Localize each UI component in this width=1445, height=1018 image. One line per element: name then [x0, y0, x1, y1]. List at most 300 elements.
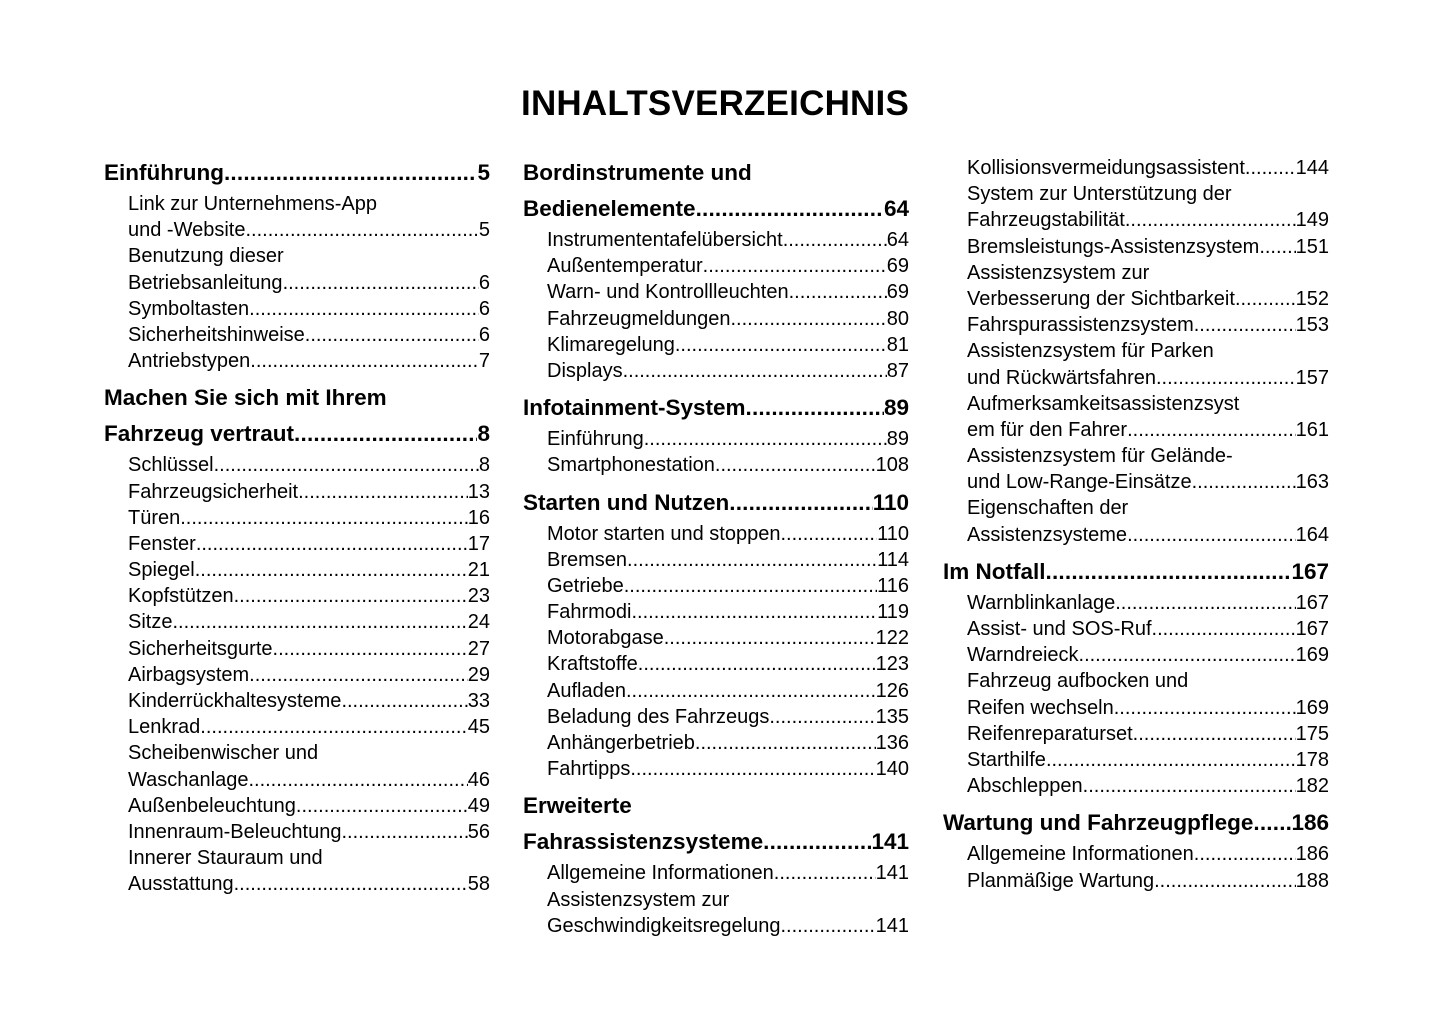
section-heading-title: Infotainment-System: [523, 395, 746, 421]
toc-entry: [104, 609, 490, 635]
toc-entry: [523, 227, 909, 253]
section-heading-wrapline: [523, 788, 909, 824]
dot-leader: [664, 625, 876, 651]
entry-title: Fenster: [128, 532, 196, 555]
toc-entry: [523, 306, 909, 332]
entry-title: Außentemperatur: [547, 255, 703, 278]
entry-page-number: 169: [1295, 644, 1329, 667]
dot-leader: [249, 662, 468, 688]
entry-page-number: 46: [467, 768, 490, 791]
dot-leader: [172, 609, 467, 635]
entry-page-number: 81: [886, 333, 909, 356]
dot-leader: [695, 730, 876, 756]
entry-title: Betriebsanleitung: [128, 271, 283, 294]
toc-entry: [943, 391, 1329, 443]
entry-title: Außenbeleuchtung: [128, 794, 296, 817]
entry-title: und Low-Range-Einsätze: [967, 471, 1192, 494]
entry-page-number: 21: [467, 559, 490, 582]
entry-page-number: 116: [877, 574, 909, 597]
entry-title: Assistenzsystem für Parken: [967, 340, 1214, 363]
section-heading-page-number: 110: [872, 489, 909, 515]
entry-title: Scheibenwischer und: [128, 742, 319, 765]
section-heading-line: [104, 155, 490, 191]
entry-page-number: 186: [1295, 843, 1329, 866]
entry-title: Sicherheitsgurte: [128, 637, 273, 660]
dot-leader: [296, 793, 468, 819]
toc-entry: [104, 243, 490, 295]
toc-column-1: [104, 155, 490, 898]
dot-leader: [250, 348, 479, 374]
dot-leader: [1115, 590, 1295, 616]
entry-page-number: 157: [1295, 366, 1329, 389]
entry-page-number: 141: [875, 862, 909, 885]
section-heading-title: Einführung: [104, 160, 224, 185]
dot-leader: [1046, 554, 1292, 590]
entry-title: Assistenzsysteme: [967, 523, 1128, 546]
entry-title: Sitze: [128, 611, 173, 634]
entry-line: [104, 583, 490, 609]
dot-leader: [626, 678, 876, 704]
entry-line: [943, 695, 1329, 721]
entry-page-number: 149: [1295, 209, 1329, 232]
entry-line: [943, 155, 1329, 181]
entry-title: Fahrspurassistenzsystem: [967, 314, 1194, 337]
entry-page-number: 80: [886, 307, 909, 330]
dot-leader: [234, 583, 468, 609]
entry-line: [523, 253, 909, 279]
entry-page-number: 144: [1295, 157, 1329, 179]
entry-title: Waschanlage: [128, 768, 249, 791]
dot-leader: [729, 485, 872, 521]
entry-page-number: 140: [875, 758, 909, 781]
section-heading-title: Bordinstrumente und: [523, 160, 752, 185]
section-heading-wrapline: [104, 380, 490, 416]
entry-line: [943, 616, 1329, 642]
toc-entry: [943, 443, 1329, 495]
entry-page-number: 58: [467, 873, 490, 896]
section-heading-page-number: 186: [1291, 810, 1329, 836]
entry-line: [943, 207, 1329, 233]
entry-title: und Rückwärtsfahren: [967, 366, 1156, 389]
entry-page-number: 182: [1295, 775, 1329, 798]
dot-leader: [1235, 286, 1296, 312]
entry-title: Benutzung dieser: [128, 245, 284, 268]
entry-title: Warnblinkanlage: [967, 591, 1116, 614]
entry-title: Fahrzeugstabilität: [967, 209, 1125, 232]
entry-page-number: 23: [467, 585, 490, 608]
dot-leader: [638, 651, 876, 677]
toc-entry: [523, 678, 909, 704]
entry-page-number: 122: [875, 627, 909, 650]
entry-page-number: 136: [875, 732, 909, 754]
section-heading-line: [523, 191, 909, 227]
entry-page-number: 13: [467, 480, 490, 503]
entry-title: Assistenzsystem zur: [547, 888, 730, 911]
toc-entry: [943, 234, 1329, 260]
entry-title: Getriebe: [547, 574, 624, 597]
dot-leader: [196, 531, 468, 557]
entry-page-number: 167: [1295, 591, 1329, 614]
entry-title: Symboltasten: [128, 297, 250, 320]
entry-wrapline: [104, 845, 490, 871]
dot-leader: [623, 358, 887, 384]
entry-line: [943, 841, 1329, 867]
entry-line: [943, 234, 1329, 260]
dot-leader: [200, 714, 467, 740]
entry-page-number: 135: [875, 705, 909, 728]
dot-leader: [644, 426, 887, 452]
entry-line: [104, 479, 490, 505]
section-heading-line: [523, 390, 909, 426]
dot-leader: [1253, 805, 1291, 841]
dot-leader: [341, 688, 467, 714]
entry-line: [943, 522, 1329, 548]
entry-wrapline: [104, 191, 490, 217]
dot-leader: [624, 573, 877, 599]
section-heading-title: Wartung und Fahrzeugpflege: [943, 810, 1254, 836]
entry-line: [523, 756, 909, 782]
entry-wrapline: [943, 443, 1329, 469]
dot-leader: [1194, 841, 1296, 867]
dot-leader: [1125, 207, 1296, 233]
entry-page-number: 29: [467, 663, 490, 686]
section-heading-page-number: 64: [883, 196, 909, 221]
entry-title: Assistenzsystem zur: [967, 261, 1150, 284]
dot-leader: [696, 191, 884, 227]
dot-leader: [273, 636, 468, 662]
dot-leader: [1079, 642, 1296, 668]
page-title: INHALTSVERZEICHNIS: [521, 84, 909, 123]
entry-title: em für den Fahrer: [967, 418, 1128, 441]
entry-line: [104, 871, 490, 897]
entry-title: Sicherheitshinweise: [128, 323, 305, 346]
entry-page-number: 49: [467, 794, 490, 817]
toc-entry: [104, 636, 490, 662]
dot-leader: [1156, 365, 1296, 391]
toc-entry: [104, 845, 490, 897]
dot-leader: [1245, 155, 1296, 181]
toc-entry: [104, 819, 490, 845]
entry-page-number: 126: [875, 679, 909, 702]
entry-line: [943, 417, 1329, 443]
dot-leader: [283, 270, 479, 296]
toc-column-2: [523, 155, 909, 939]
toc-entry: [523, 860, 909, 886]
entry-line: [104, 793, 490, 819]
entry-line: [523, 913, 909, 939]
entry-title: Kraftstoffe: [547, 653, 638, 676]
entry-title: Planmäßige Wartung: [967, 869, 1155, 892]
dot-leader: [627, 547, 877, 573]
entry-title: Displays: [547, 359, 623, 382]
toc-section: [943, 155, 1329, 548]
toc-entry: [943, 590, 1329, 616]
toc-entry: [943, 616, 1329, 642]
dot-leader: [180, 505, 468, 531]
entry-line: [943, 469, 1329, 495]
entry-wrapline: [943, 338, 1329, 364]
entry-title: Verbesserung der Sichtbarkeit: [967, 287, 1235, 310]
toc-entry: [104, 583, 490, 609]
dot-leader: [1152, 616, 1296, 642]
entry-page-number: 16: [467, 506, 490, 529]
dot-leader: [248, 767, 467, 793]
dot-leader: [769, 704, 875, 730]
entry-page-number: 141: [875, 914, 909, 937]
entry-line: [104, 714, 490, 740]
entry-line: [523, 651, 909, 677]
entry-page-number: 87: [886, 359, 909, 382]
dot-leader: [774, 860, 876, 886]
toc-entry: [104, 296, 490, 322]
entry-line: [104, 636, 490, 662]
entry-wrapline: [523, 887, 909, 913]
toc-entry: [104, 688, 490, 714]
entry-page-number: 169: [1295, 696, 1329, 719]
entry-line: [104, 688, 490, 714]
entry-page-number: 8: [478, 454, 490, 477]
entry-line: [943, 773, 1329, 799]
toc-entry: [943, 642, 1329, 668]
toc-entry: [104, 662, 490, 688]
dot-leader: [305, 322, 479, 348]
entry-line: [523, 332, 909, 358]
toc-section: [523, 155, 909, 384]
entry-title: Anhängerbetrieb: [547, 732, 695, 754]
entry-line: [523, 227, 909, 253]
toc-entry: [523, 573, 909, 599]
toc-entry: [104, 452, 490, 478]
section-heading-page-number: 89: [883, 395, 909, 421]
entry-page-number: 7: [478, 350, 490, 373]
entry-wrapline: [943, 668, 1329, 694]
entry-page-number: 151: [1295, 235, 1329, 258]
entry-title: Einführung: [547, 428, 644, 451]
dot-leader: [780, 521, 877, 547]
entry-page-number: 178: [1295, 748, 1329, 771]
toc-entry: [523, 521, 909, 547]
entry-title: Aufladen: [547, 679, 626, 702]
toc-section: [943, 554, 1329, 800]
entry-title: Warndreieck: [967, 644, 1079, 667]
dot-leader: [341, 819, 467, 845]
entry-line: [104, 322, 490, 348]
dot-leader: [224, 155, 478, 191]
entry-page-number: 69: [886, 281, 909, 304]
entry-line: [523, 678, 909, 704]
entry-page-number: 27: [467, 637, 490, 660]
toc-section: [523, 788, 909, 939]
entry-title: Antriebstypen: [128, 350, 251, 373]
entry-title: Abschleppen: [967, 775, 1083, 798]
entry-line: [104, 767, 490, 793]
toc-entry: [943, 181, 1329, 233]
toc-entry: [104, 793, 490, 819]
dot-leader: [1133, 721, 1296, 747]
dot-leader: [1083, 773, 1296, 799]
dot-leader: [703, 253, 887, 279]
toc-entry: [523, 279, 909, 305]
entry-title: Fahrtipps: [547, 758, 631, 781]
dot-leader: [1194, 312, 1296, 338]
entry-title: Motor starten und stoppen: [547, 522, 781, 545]
entry-line: [104, 531, 490, 557]
entry-title: Beladung des Fahrzeugs: [547, 705, 770, 728]
entry-page-number: 119: [877, 601, 909, 624]
toc-entry: [104, 479, 490, 505]
entry-page-number: 114: [877, 548, 909, 571]
toc-entry: [523, 730, 909, 756]
entry-title: Instrumententafelübersicht: [547, 229, 783, 251]
dot-leader: [234, 871, 468, 897]
entry-title: Smartphonestation: [547, 454, 715, 477]
entry-page-number: 110: [877, 522, 909, 545]
entry-title: Kollisionsvermeidungsassistent: [967, 157, 1245, 179]
entry-wrapline: [104, 740, 490, 766]
toc-section: [104, 380, 490, 897]
entry-title: Bremsen: [547, 548, 628, 571]
toc-entry: [104, 191, 490, 243]
toc-entry: [943, 747, 1329, 773]
section-heading-title: Im Notfall: [943, 558, 1046, 584]
entry-line: [104, 270, 490, 296]
toc-entry: [104, 505, 490, 531]
dot-leader: [789, 279, 887, 305]
entry-title: Innenraum-Beleuchtung: [128, 820, 342, 843]
entry-title: Lenkrad: [128, 716, 201, 739]
entry-page-number: 6: [478, 323, 490, 346]
toc-entry: [943, 773, 1329, 799]
section-heading-wrapline: [523, 155, 909, 191]
dot-leader: [245, 217, 478, 243]
entry-title: Assist- und SOS-Ruf: [967, 618, 1152, 640]
dot-leader: [675, 332, 887, 358]
toc-entry: [943, 868, 1329, 894]
toc-entry: [943, 495, 1329, 547]
dot-leader: [1127, 522, 1296, 548]
toc-entry: [523, 704, 909, 730]
dot-leader: [1046, 747, 1296, 773]
entry-page-number: 161: [1295, 418, 1329, 441]
entry-title: Warn- und Kontrollleuchten: [547, 281, 789, 304]
entry-page-number: 56: [467, 820, 490, 843]
dot-leader: [1154, 868, 1296, 894]
section-heading-page-number: 8: [477, 421, 490, 447]
entry-title: Kinderrückhaltesysteme: [128, 690, 342, 712]
entry-line: [943, 365, 1329, 391]
toc-section: [523, 485, 909, 783]
entry-wrapline: [943, 391, 1329, 417]
entry-line: [104, 819, 490, 845]
entry-title: Bremsleistungs-Assistenzsystem: [967, 235, 1260, 258]
entry-page-number: 89: [886, 428, 909, 451]
entry-title: Fahrzeugmeldungen: [547, 307, 731, 330]
toc-entry: [523, 599, 909, 625]
entry-title: Link zur Unternehmens-App: [128, 193, 378, 215]
dot-leader: [294, 416, 477, 452]
section-heading-title: Machen Sie sich mit Ihrem: [104, 385, 387, 411]
entry-wrapline: [943, 260, 1329, 286]
toc-column-3: [943, 155, 1329, 894]
toc-entry: [104, 557, 490, 583]
entry-title: Kopfstützen: [128, 585, 234, 608]
entry-line: [943, 642, 1329, 668]
entry-line: [943, 721, 1329, 747]
entry-wrapline: [943, 495, 1329, 521]
entry-line: [104, 452, 490, 478]
entry-line: [943, 590, 1329, 616]
toc-entry: [943, 312, 1329, 338]
entry-line: [523, 599, 909, 625]
entry-wrapline: [104, 243, 490, 269]
entry-title: Reifenreparaturset: [967, 722, 1133, 745]
section-heading-line: [104, 416, 490, 452]
entry-page-number: 152: [1295, 287, 1329, 310]
entry-line: [104, 662, 490, 688]
entry-title: Klimaregelung: [547, 333, 675, 356]
toc-section: [104, 155, 490, 374]
toc-entry: [943, 155, 1329, 181]
toc-entry: [104, 322, 490, 348]
entry-page-number: 163: [1295, 471, 1329, 494]
entry-page-number: 123: [875, 653, 909, 676]
toc-entry: [523, 756, 909, 782]
toc-entry: [104, 714, 490, 740]
entry-title: Reifen wechseln: [967, 696, 1114, 719]
entry-line: [523, 521, 909, 547]
entry-page-number: 6: [478, 297, 490, 320]
section-heading-page-number: 167: [1291, 558, 1329, 584]
toc-entry: [523, 426, 909, 452]
dot-leader: [746, 390, 884, 426]
entry-page-number: 6: [478, 271, 490, 294]
entry-line: [104, 557, 490, 583]
entry-page-number: 17: [467, 532, 490, 555]
entry-title: Starthilfe: [967, 748, 1046, 771]
section-heading-title: Bedienelemente: [523, 196, 696, 221]
section-heading-title: Starten und Nutzen: [523, 489, 730, 515]
entry-title: Fahrzeugsicherheit: [128, 480, 299, 503]
entry-line: [523, 730, 909, 756]
toc-section: [523, 390, 909, 478]
dot-leader: [783, 227, 887, 253]
entry-line: [943, 747, 1329, 773]
entry-line: [104, 609, 490, 635]
toc-entry: [104, 531, 490, 557]
entry-line: [104, 296, 490, 322]
entry-page-number: 175: [1295, 722, 1329, 745]
section-heading-page-number: 141: [871, 829, 909, 855]
section-heading-line: [943, 805, 1329, 841]
dot-leader: [249, 296, 479, 322]
entry-line: [523, 704, 909, 730]
entry-line: [523, 279, 909, 305]
toc-entry: [943, 721, 1329, 747]
dot-leader: [1259, 234, 1295, 260]
entry-line: [943, 312, 1329, 338]
entry-line: [523, 306, 909, 332]
entry-line: [104, 505, 490, 531]
entry-page-number: 164: [1295, 523, 1329, 546]
entry-page-number: 64: [886, 229, 909, 251]
entry-title: Ausstattung: [128, 873, 234, 896]
entry-page-number: 108: [875, 454, 909, 477]
dot-leader: [1114, 695, 1296, 721]
toc-entry: [523, 887, 909, 939]
entry-page-number: 24: [467, 611, 490, 634]
entry-line: [523, 573, 909, 599]
section-heading-title: Erweiterte: [523, 793, 632, 819]
